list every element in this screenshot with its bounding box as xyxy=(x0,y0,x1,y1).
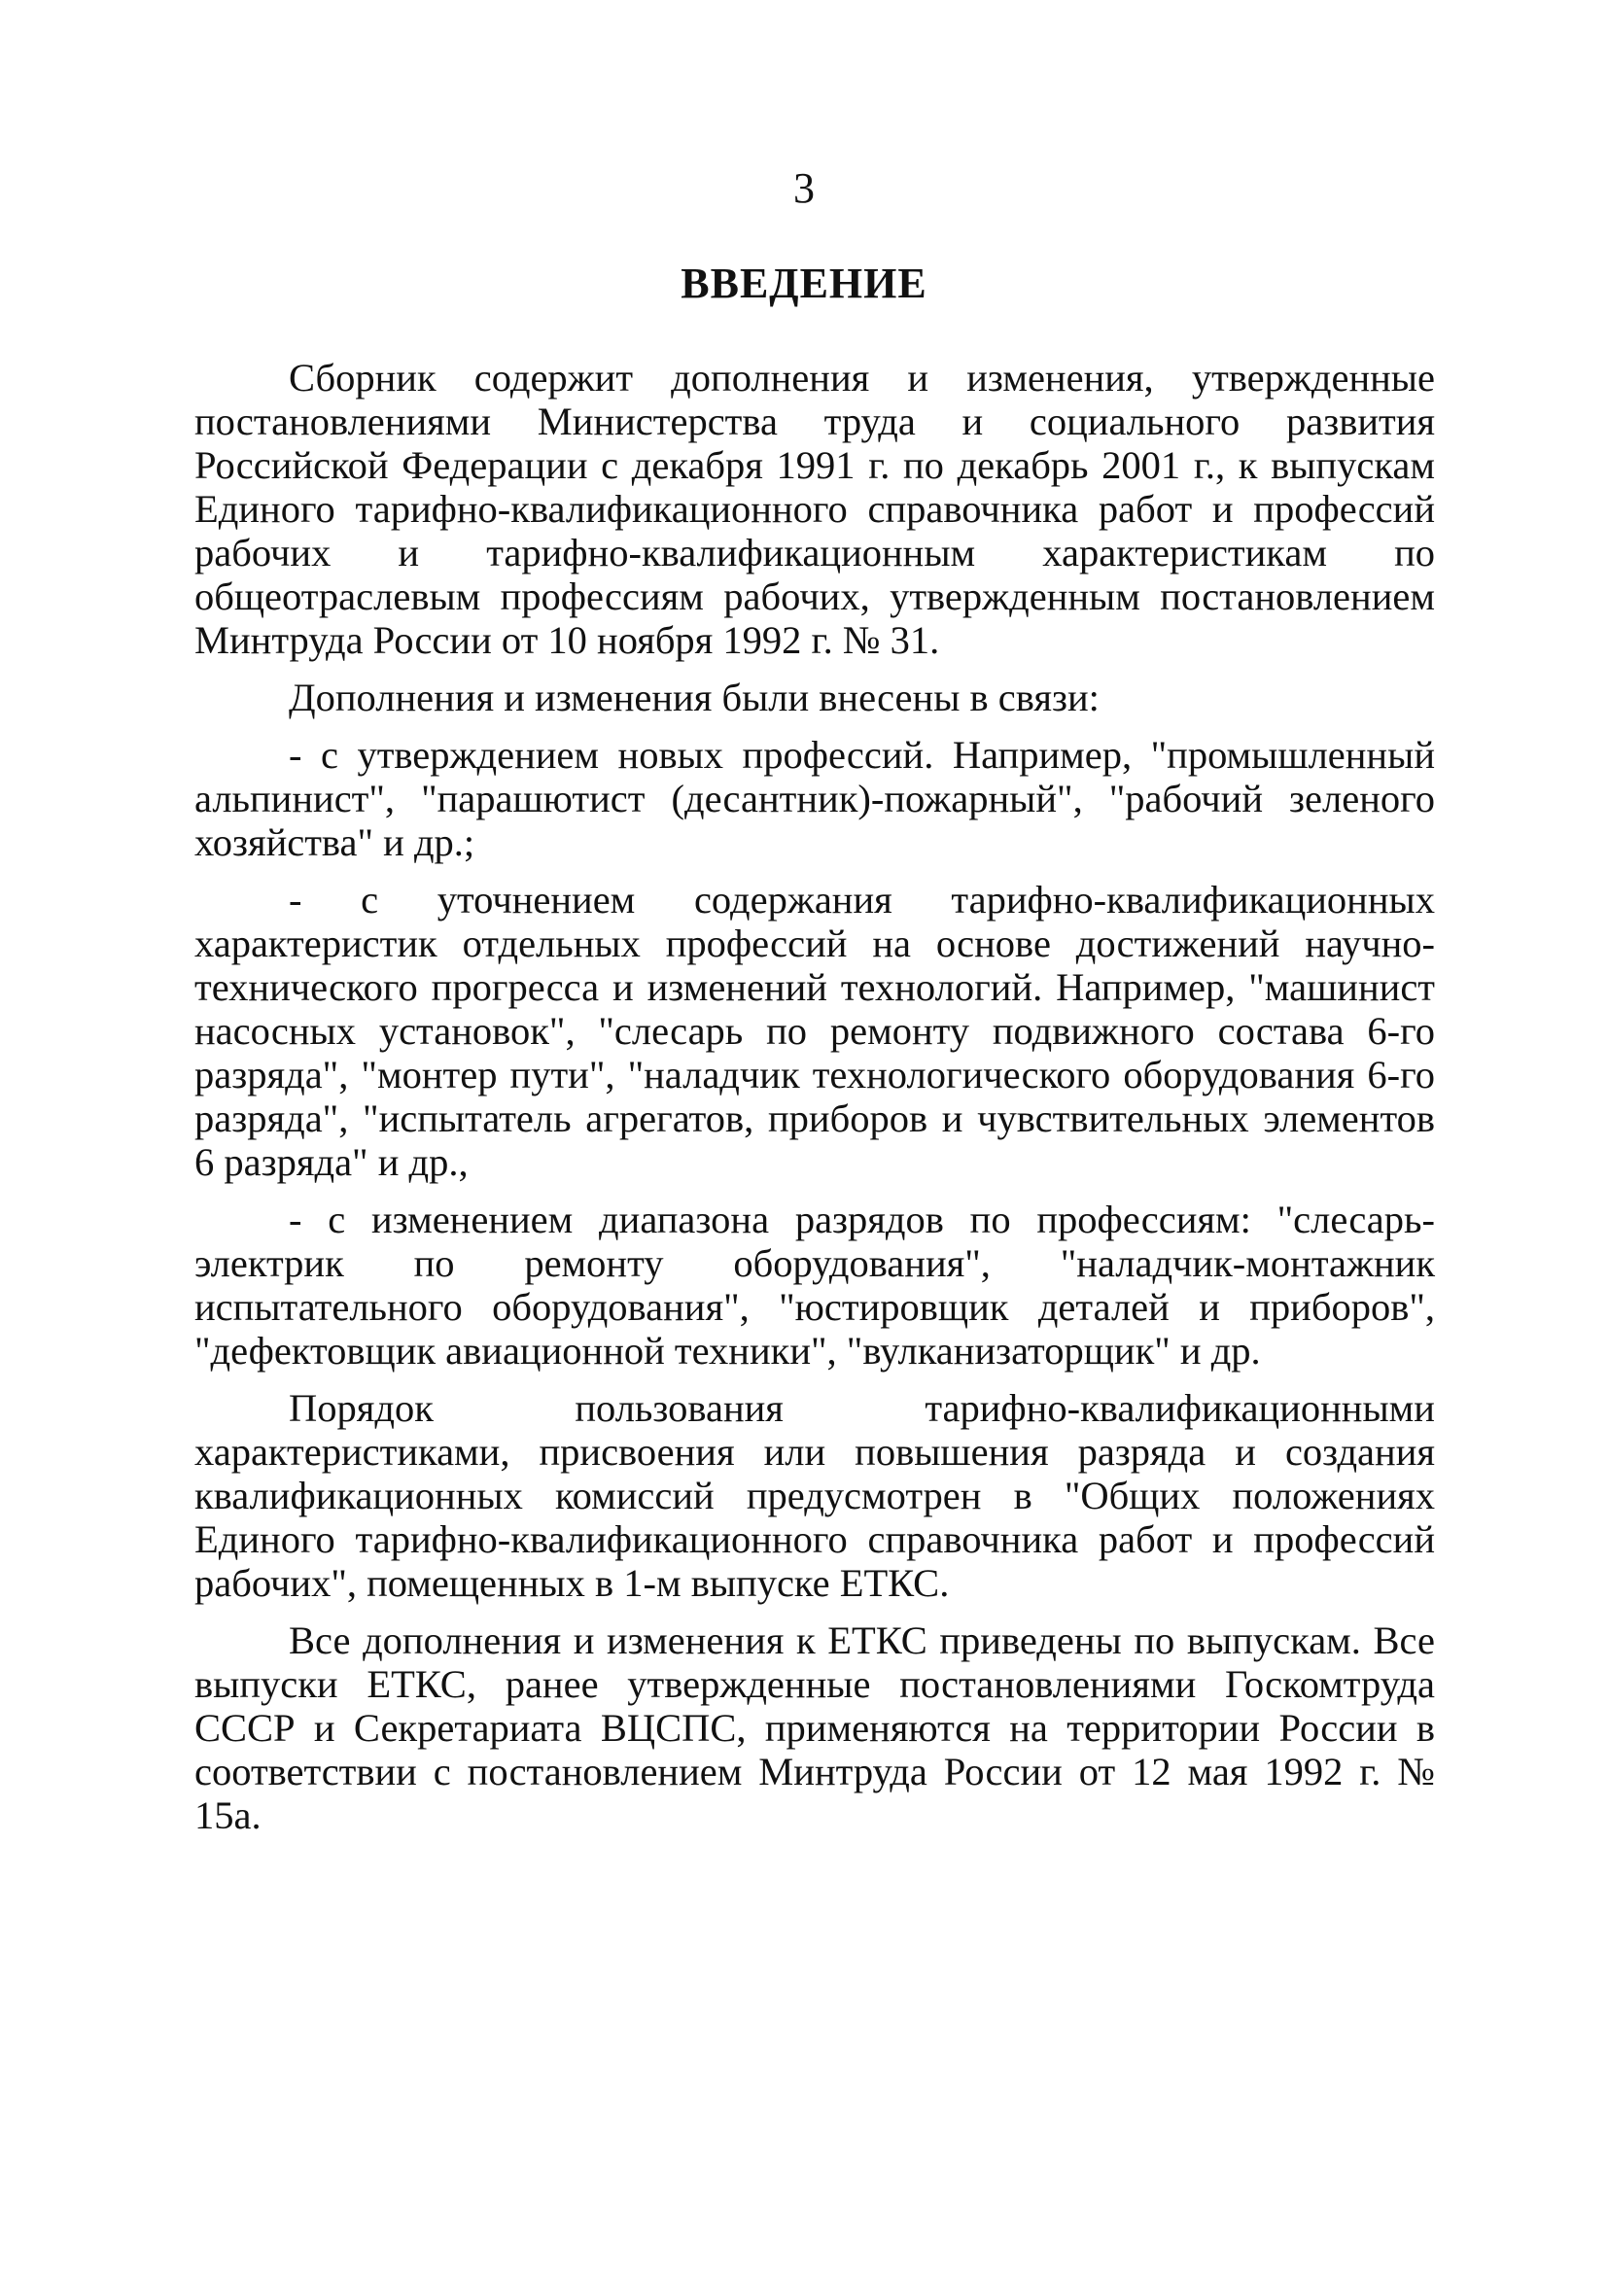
section-title: ВВЕДЕНИЕ xyxy=(681,260,927,307)
paragraph-issues: Все дополнения и изменения к ЕТКС приведены по выпускам. Все выпуски ЕТКС, ранее утвержденные постановлениями Госкомтруда СССР и Секретариата ВЦСПС, применяются на территории России в соответствии с постановлением Минтруда России от 12 мая 1992 г. № 15а. xyxy=(194,1618,1435,1837)
body-text xyxy=(194,356,1435,1851)
list-item-new-professions: - с утверждением новых профессий. Например, "промышленный альпинист", "парашютист (десантник)-пожарный", "рабочий зеленого хозяйства" и др.; xyxy=(194,733,1435,864)
paragraph-usage-order: Порядок пользования тарифно-квалификационными характеристиками, присвоения или повышения разряда и создания квалификационных комиссий предусмотрен в "Общих положениях Единого тарифно-квалификационного справочника работ и профессий рабочих", помещенных в 1-м выпуске ЕТКС. xyxy=(194,1386,1435,1605)
page-number: 3 xyxy=(793,164,815,212)
paragraph-intro: Сборник содержит дополнения и изменения, утвержденные постановлениями Министерства труда и социального развития Российской Федерации с декабря 1991 г. по декабрь 2001 г., к выпускам Единого тарифно-квалификационного справочника работ и профессий рабочих и тарифно-квалификационным характеристикам по общеотраслевым профессиям рабочих, утвержденным постановлением Минтруда России от 10 ноября 1992 г. № 31. xyxy=(194,356,1435,662)
paragraph-reasons-lead: Дополнения и изменения были внесены в связи: xyxy=(289,676,1100,719)
list-item-grade-range: - с изменением диапазона разрядов по профессиям: "слесарь-электрик по ремонту оборудования", "наладчик-монтажник испытательного оборудования", "юстировщик деталей и приборов", "дефектовщик авиационной техники", "вулканизаторщик" и др. xyxy=(194,1198,1435,1373)
list-item-refinement: - с уточнением содержания тарифно-квалификационных характеристик отдельных профессий на основе достижений научно-технического прогресса и изменений технологий. Например, "машинист насосных установок", "слесарь по ремонту подвижного состава 6-го разряда", "монтер пути", "наладчик технологического оборудования 6-го разряда", "испытатель агрегатов, приборов и чувствительных элементов 6 разряда" и др., xyxy=(194,878,1435,1184)
